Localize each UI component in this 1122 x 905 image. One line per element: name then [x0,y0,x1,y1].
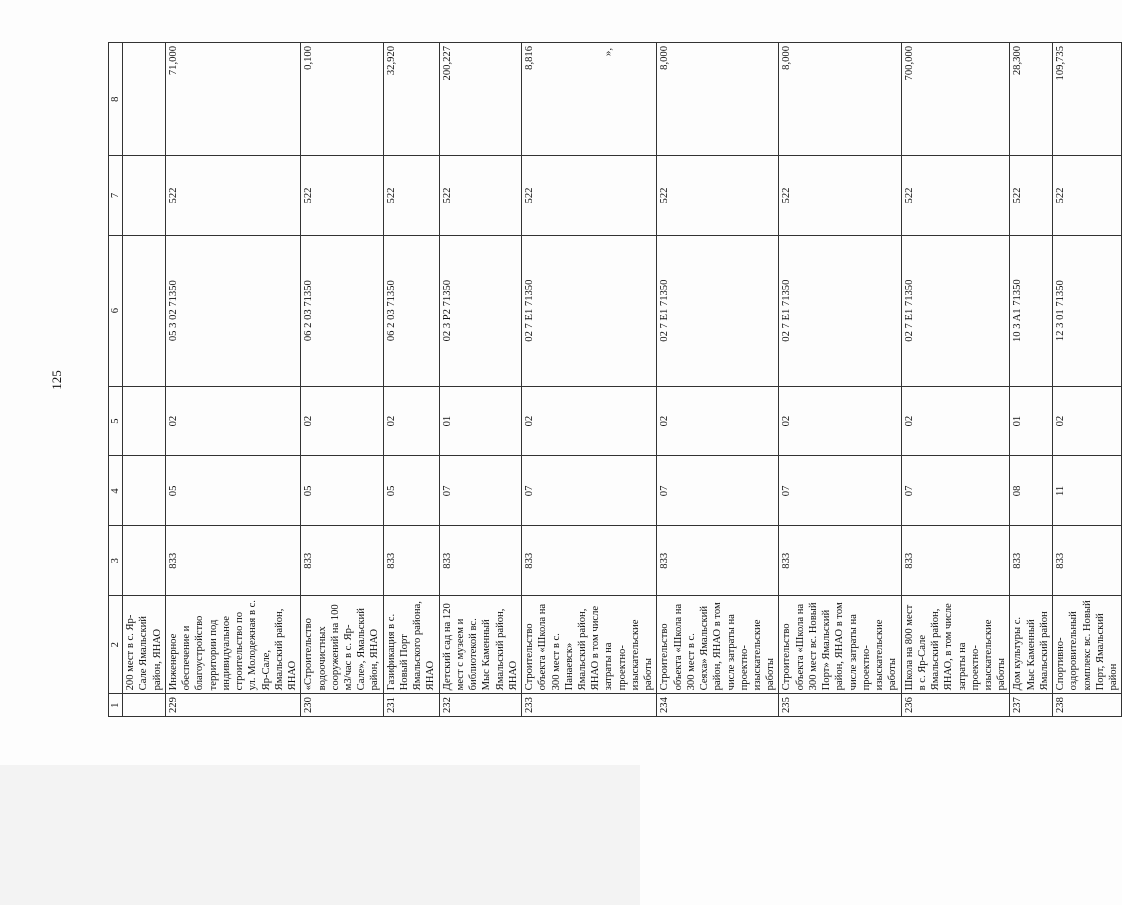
section-cell: 05 [165,456,300,526]
row-number-cell: 236 [901,694,1010,717]
table-row [165,43,300,717]
subsection-cell: 02 [779,386,901,456]
scan-background-band [0,765,640,905]
section-cell: 05 [301,456,383,526]
amount-cell: 200,227 [439,43,521,156]
table-row [1053,43,1122,717]
expense-type-cell: 522 [779,156,901,235]
table-row [1010,43,1053,717]
header-cell: 1 [109,694,123,717]
code-cell [123,526,166,596]
section-cell: 07 [522,456,657,526]
page-number: 125 [49,370,64,390]
subsection-cell: 02 [901,386,1010,456]
code-cell: 833 [522,526,657,596]
subsection-cell [123,386,166,456]
target-article-cell: 02 7 E1 71350 [901,235,1010,386]
table-row [657,43,779,717]
subsection-cell: 02 [165,386,300,456]
subsection-cell: 02 [522,386,657,456]
target-article-cell: 02 7 E1 71350 [657,235,779,386]
object-name-cell: Газификация в с. Новый Порт Ямальского района, ЯНАО [383,596,439,694]
object-name-cell: Инженерное обеспечение и благоустройство территории под индивидуальное строительство по ул. Молодежная в с. Яр-Сале, Ямальский район, ЯНАО [165,596,300,694]
row-number-cell: 230 [301,694,383,717]
section-cell: 07 [439,456,521,526]
section-cell [123,456,166,526]
row-number-cell: 233 [522,694,657,717]
amount-cell [123,43,166,156]
code-cell: 833 [901,526,1010,596]
table-header-row [109,43,123,717]
corner-mark: », [602,47,615,57]
object-name-cell: Строительство объекта «Школа на 300 мест вс. Новый Порт» Ямальский район, ЯНАО в том числе затраты на проектно-изыскательские работы [779,596,901,694]
amount-cell: 0,100 [301,43,383,156]
row-number-cell: 231 [383,694,439,717]
amount-cell: 32,920 [383,43,439,156]
expense-type-cell: 522 [1010,156,1053,235]
rotated-table-container [108,42,1120,717]
row-number-cell: 235 [779,694,901,717]
row-number-cell [123,694,166,717]
subsection-cell: 02 [657,386,779,456]
section-cell: 11 [1053,456,1122,526]
expense-type-cell: 522 [383,156,439,235]
object-name-cell: Строительство объекта «Школа на 300 мест в с. Сеяха» Ямальский район, ЯНАО в том числе затраты на проектно-изыскательские работы [657,596,779,694]
amount-cell: 8,000 [779,43,901,156]
row-number-cell: 237 [1010,694,1053,717]
subsection-cell: 02 [383,386,439,456]
code-cell: 833 [657,526,779,596]
object-name-cell: Спортивно-оздоровительный комплекс вс. Новый Порт, Ямальский район [1053,596,1122,694]
target-article-cell: 12 3 01 71350 [1053,235,1122,386]
expense-type-cell: 522 [901,156,1010,235]
object-name-cell: Детский сад на 120 мест с музеем и библиотекой вс. Мыс Каменный Ямальский район, ЯНАО [439,596,521,694]
target-article-cell: 02 7 E1 71350 [779,235,901,386]
row-number-cell: 238 [1053,694,1122,717]
section-cell: 05 [383,456,439,526]
amount-cell: 8,000 [657,43,779,156]
amount-cell: 700,000 [901,43,1010,156]
table-row [779,43,901,717]
code-cell: 833 [165,526,300,596]
header-cell: 6 [109,235,123,386]
table-row [901,43,1010,717]
object-name-cell: Строительство объекта «Школа на 300 мест в с. Панаевск» Ямальский район, ЯНАО в том числе затраты на проектно-изыскательские работы [522,596,657,694]
section-cell: 07 [901,456,1010,526]
object-name-cell: Школа на 800 мест в с. Яр-Сале Ямальский район, ЯНАО, в том числе затраты на проектно-изыскательские работы [901,596,1010,694]
table-row [301,43,383,717]
code-cell: 833 [383,526,439,596]
target-article-cell: 06 2 03 71350 [301,235,383,386]
header-cell: 8 [109,43,123,156]
object-name-cell: Дом культуры с. Мыс Каменный Ямальский район [1010,596,1053,694]
header-cell: 5 [109,386,123,456]
expense-type-cell [123,156,166,235]
row-number-cell: 229 [165,694,300,717]
code-cell: 833 [779,526,901,596]
object-name-cell: 200 мест в с. Яр-Сале Ямальский район, ЯНАО [123,596,166,694]
budget-table [108,42,1122,717]
header-cell: 2 [109,596,123,694]
amount-cell: 8,816 [522,43,657,156]
row-number-cell: 234 [657,694,779,717]
amount-cell: 28,300 [1010,43,1053,156]
subsection-cell: 01 [1010,386,1053,456]
code-cell: 833 [301,526,383,596]
subsection-cell: 02 [1053,386,1122,456]
object-name-cell: «Строительство водоочистных сооружений на 100 м3/час в с. Яр-Сале», Ямальский район, ЯНАО [301,596,383,694]
header-cell: 7 [109,156,123,235]
amount-cell: 71,000 [165,43,300,156]
target-article-cell: 02 7 E1 71350 [522,235,657,386]
target-article-cell: 10 3 A1 71350 [1010,235,1053,386]
expense-type-cell: 522 [1053,156,1122,235]
target-article-cell [123,235,166,386]
table-row [522,43,657,717]
section-cell: 07 [657,456,779,526]
expense-type-cell: 522 [439,156,521,235]
target-article-cell: 05 3 02 71350 [165,235,300,386]
table-body [109,43,1122,717]
header-cell: 3 [109,526,123,596]
amount-cell: 109,735 [1053,43,1122,156]
expense-type-cell: 522 [657,156,779,235]
section-cell: 07 [779,456,901,526]
table-row [439,43,521,717]
code-cell: 833 [439,526,521,596]
code-cell: 833 [1053,526,1122,596]
table-row [123,43,166,717]
target-article-cell: 02 3 P2 71350 [439,235,521,386]
row-number-cell: 232 [439,694,521,717]
target-article-cell: 06 2 03 71350 [383,235,439,386]
table-row [383,43,439,717]
expense-type-cell: 522 [522,156,657,235]
subsection-cell: 01 [439,386,521,456]
code-cell: 833 [1010,526,1053,596]
expense-type-cell: 522 [301,156,383,235]
subsection-cell: 02 [301,386,383,456]
section-cell: 08 [1010,456,1053,526]
expense-type-cell: 522 [165,156,300,235]
header-cell: 4 [109,456,123,526]
